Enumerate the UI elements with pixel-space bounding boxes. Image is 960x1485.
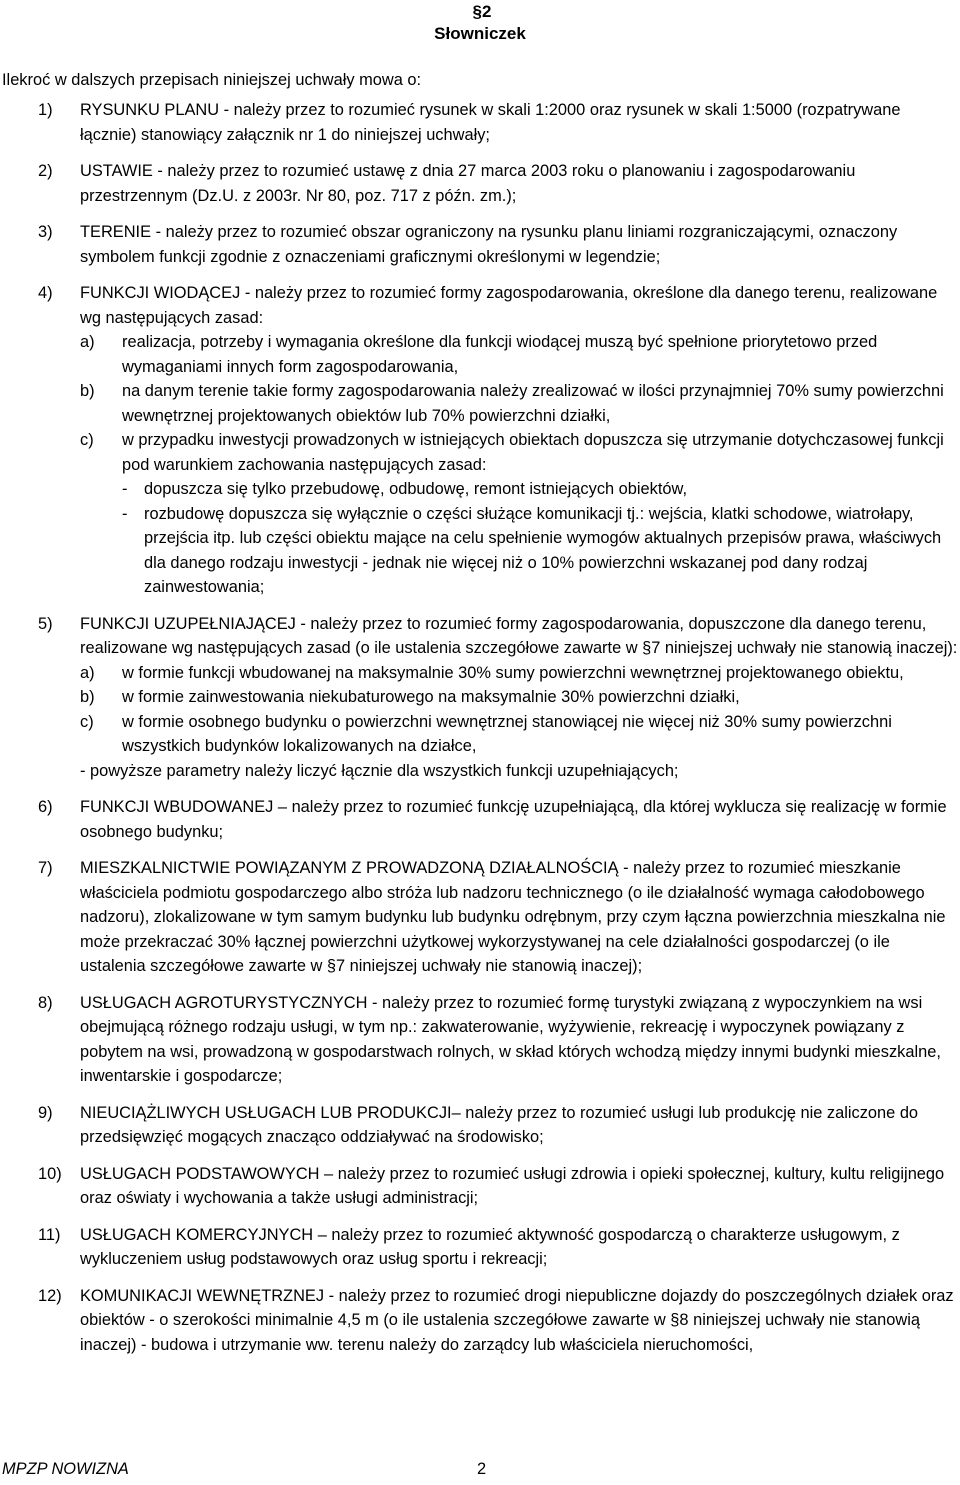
item-text: RYSUNKU PLANU - należy przez to rozumieć rysunek w skali 1:2000 oraz rysunek w skali 1:5000 (rozpatrywane łącznie) stanowiący załącznik nr 1 do niniejszej uchwały; (80, 101, 901, 144)
item-text: USŁUGACH PODSTAWOWYCH – należy przez to rozumieć usługi zdrowia i opieki społecznej, kultury, kultu religijnego oraz oświaty i wychowania a także usługi administracji; (80, 1164, 945, 1207)
item-text: MIESZKALNICTWIE POWIĄZANYM Z PROWADZONĄ DZIAŁALNOŚCIĄ - należy przez to rozumieć mieszkanie właściciela podmiotu gospodarczego albo stróża lub nadzoru technicznego (o ile działalność wymaga całodobowego nadzoru), zlokalizowane w tym samym budynku lub budynku odrębnym, przy czym łączna powierzchnia mieszkalna nie może przekraczać 30% łącznej powierzchni użytkowej wykorzystywanej na cele działalności gospodarczej (o ile ustalenia szczegółowe zawarte w §7 niniejszej uchwały nie stanowią inaczej); (80, 859, 946, 975)
sub-item-letter: b) (80, 688, 95, 706)
definition-item (0, 612, 960, 784)
sub-item-letter: a) (80, 333, 95, 351)
item-text: NIEUCIĄŻLIWYCH USŁUGACH LUB PRODUKCJI– należy przez to rozumieć usługi lub produkcję nie zaliczone do przedsięwzięć mogących znacząco oddziaływać na środowisko; (80, 1103, 919, 1146)
dash-mark: - (122, 480, 128, 498)
item-text: FUNKCJI WIODĄCEJ - należy przez to rozumieć formy zagospodarowania, określone dla danego terenu, realizowane wg następujących zasad: (80, 284, 938, 327)
sub-item-text: na danym terenie takie formy zagospodarowania należy zrealizować w ilości przynajmniej 70% sumy powierzchni wewnętrznej projektowanych obiektów lub 70% powierzchni działki, (122, 382, 944, 425)
definition-item (0, 98, 960, 147)
item-text: TERENIE - należy przez to rozumieć obszar ograniczony na rysunku planu liniami rozgraniczającymi, oznaczony symbolem funkcji zgodnie z oznaczeniami graficznymi określonymi w legendzie; (80, 223, 898, 266)
item-number: 1) (38, 101, 53, 119)
item-number: 7) (38, 859, 53, 877)
item-number: 2) (38, 162, 53, 180)
sub-item-text: w formie zainwestowania niekubaturowego na maksymalnie 30% powierzchni działki, (122, 688, 740, 706)
definition-item (0, 856, 960, 979)
dash-item (80, 477, 960, 502)
dash-item-text: dopuszcza się tylko przebudowę, odbudowę, remont istniejących obiektów, (144, 480, 688, 498)
item-number: 10) (38, 1164, 62, 1183)
item-number: 5) (38, 614, 53, 633)
sub-item-letter: b) (80, 382, 95, 400)
item-note: - powyższe parametry należy liczyć łącznie dla wszystkich funkcji uzupełniających; (80, 761, 679, 780)
item-text: USTAWIE - należy przez to rozumieć ustawę z dnia 27 marca 2003 roku o planowaniu i zagospodarowaniu przestrzennym (Dz.U. z 2003r. Nr 80, poz. 717 z późn. zm.); (80, 162, 856, 205)
sub-item-text: realizacja, potrzeby i wymagania określone dla funkcji wiodącej muszą być spełnione priorytetowo przed wymaganiami innych form zagospodarowania, (122, 333, 878, 376)
sub-item (80, 661, 960, 686)
definition-item (0, 220, 960, 269)
dash-mark: - (122, 504, 128, 523)
item-number: 11) (38, 1225, 61, 1244)
definition-item (0, 1101, 960, 1150)
sub-item-letter: c) (80, 712, 94, 731)
definition-item (0, 1162, 960, 1211)
sub-item (80, 710, 960, 759)
item-text: USŁUGACH KOMERCYJNYCH – należy przez to rozumieć aktywność gospodarczą o charakterze usługowym, z wykluczeniem usług podstawowych oraz usług sportu i rekreacji; (80, 1225, 900, 1268)
sub-item-text: w formie osobnego budynku o powierzchni wewnętrznej stanowiącej nie więcej niż 30% sumy powierzchni wszystkich budynków lokalizowanych na działce, (122, 712, 892, 755)
sub-item-text: w formie funkcji wbudowanej na maksymalnie 30% sumy powierzchni wewnętrznej projektowanego obiektu, (122, 663, 904, 682)
item-number: 4) (38, 284, 53, 302)
definition-item (0, 1284, 960, 1358)
sub-item (80, 330, 960, 379)
item-number: 8) (38, 993, 53, 1012)
definition-item (0, 1223, 960, 1272)
section-title: Słowniczek (434, 24, 526, 43)
footer-document-name: MPZP NOWIZNA (2, 1460, 129, 1478)
intro-text: Ilekroć w dalszych przepisach niniejszej uchwały mowa o: (2, 71, 422, 89)
item-text: KOMUNIKACJI WEWNĘTRZNEJ - należy przez to rozumieć drogi niepubliczne dojazdy do poszczególnych działek oraz obiektów - o szerokości minimalnie 4,5 m (o ile ustalenia szczegółowe zawarte w §8 niniejszej uchwały nie stanowią inaczej) - budowa i utrzymanie ww. terenu należy do zarządcy lub właściciela nieruchomości, (80, 1286, 954, 1354)
sub-item-letter: c) (80, 431, 94, 449)
item-number: 9) (38, 1103, 53, 1122)
definition-item (0, 795, 960, 844)
definition-item (0, 991, 960, 1089)
item-text: USŁUGACH AGROTURYSTYCZNYCH - należy przez to rozumieć formę turystyki związaną z wypoczynkiem na wsi obejmującą różnego rodzaju usługi, w tym np.: zakwaterowanie, wyżywienie, rekreację i wypoczynek powiązany z pobytem na wsi, prowadzoną w gospodarstwach rolnych, w skład których wchodzą między innymi budynki mieszkalne, inwentarskie i gospodarcze; (80, 993, 941, 1085)
sub-item-text: w przypadku inwestycji prowadzonych w istniejących obiektach dopuszcza się utrzymanie dotychczasowej funkcji pod warunkiem zachowania następujących zasad: (122, 431, 944, 474)
item-number: 12) (38, 1286, 62, 1305)
footer-page-number: 2 (477, 1460, 487, 1478)
item-number: 3) (38, 223, 53, 241)
sub-item-letter: a) (80, 663, 95, 682)
item-text: FUNKCJI WBUDOWANEJ – należy przez to rozumieć funkcję uzupełniającą, dla której wyklucza się realizację w formie osobnego budynku; (80, 798, 947, 841)
definition-item (0, 281, 960, 600)
item-text: FUNKCJI UZUPEŁNIAJĄCEJ - należy przez to rozumieć formy zagospodarowania, dopuszczone dla danego terenu, realizowane wg następujących zasad (o ile ustalenia szczegółowe zawarte w §7 niniejszej uchwały nie stanowią inaczej): (80, 614, 958, 657)
dash-item (80, 502, 960, 600)
dash-item-text: rozbudowę dopuszcza się wyłącznie o części służące komunikacji tj.: wejścia, klatki schodowe, wiatrołapy, przejścia itp. lub części obiektu mające na celu spełnienie wymogów aktualnych przepisów prawa, właściwych dla danego rodzaju inwestycji - jednak nie więcej niż o 10% powierzchni wskazanej pod dany rodzaj zainwestowania; (144, 504, 942, 596)
sub-item (80, 428, 960, 477)
definitions-list (0, 98, 960, 1369)
sub-item (80, 685, 960, 710)
definition-item (0, 159, 960, 208)
section-number: §2 (472, 2, 492, 21)
item-number: 6) (38, 798, 53, 816)
sub-item (80, 379, 960, 428)
